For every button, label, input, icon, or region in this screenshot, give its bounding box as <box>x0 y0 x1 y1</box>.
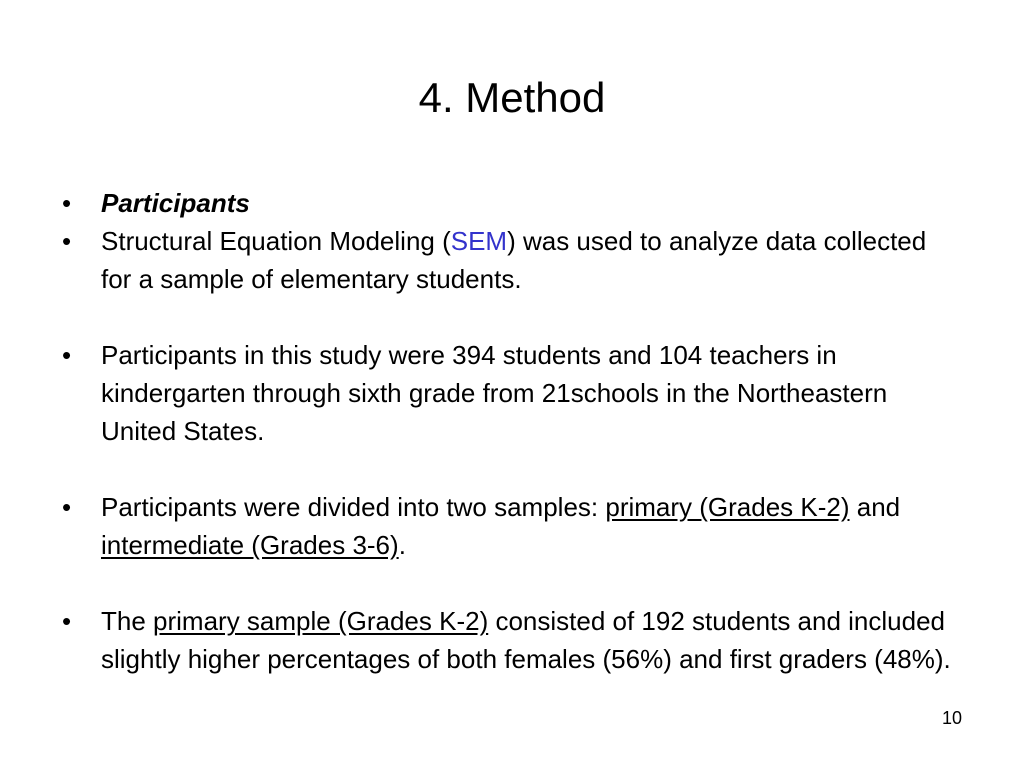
bullet-samples <box>62 488 962 564</box>
bullet-list <box>62 184 962 678</box>
bullet-text: The <box>101 606 154 636</box>
page-number: 10 <box>941 708 962 728</box>
primary-grades-term: primary (Grades K-2) <box>605 492 850 522</box>
bullet-marker: • <box>62 492 72 522</box>
bullet-participants-heading <box>62 184 962 222</box>
primary-sample-term: primary sample (Grades K-2) <box>153 606 489 636</box>
bullet-primary-sample <box>62 602 962 678</box>
bullet-marker: • <box>62 340 72 370</box>
bullet-sem <box>62 222 962 298</box>
intermediate-grades-term: intermediate (Grades 3-6) <box>101 530 399 560</box>
bullet-marker: • <box>62 188 72 218</box>
bullet-marker: • <box>62 226 72 256</box>
slide-title: 4. Method <box>418 74 606 121</box>
bullet-text: consisted of 192 students and included slightly higher percentages of both females (56%) and first graders (48%). <box>101 606 951 674</box>
sem-link[interactable]: SEM <box>450 226 508 256</box>
participants-heading: Participants <box>101 188 250 218</box>
bullet-text: Participants in this study were 394 students and 104 teachers in kindergarten through sixth grade from 21schools in the Northeastern United States. <box>101 340 888 446</box>
bullet-text: ) was used to analyze data collected for a sample of elementary students. <box>101 226 927 294</box>
bullet-text: Structural Equation Modeling ( <box>101 226 451 256</box>
bullet-participants-count <box>62 336 962 450</box>
bullet-text: and <box>849 492 901 522</box>
bullet-text: Participants were divided into two samples: <box>101 492 606 522</box>
bullet-marker: • <box>62 606 72 636</box>
bullet-text: . <box>398 530 406 560</box>
